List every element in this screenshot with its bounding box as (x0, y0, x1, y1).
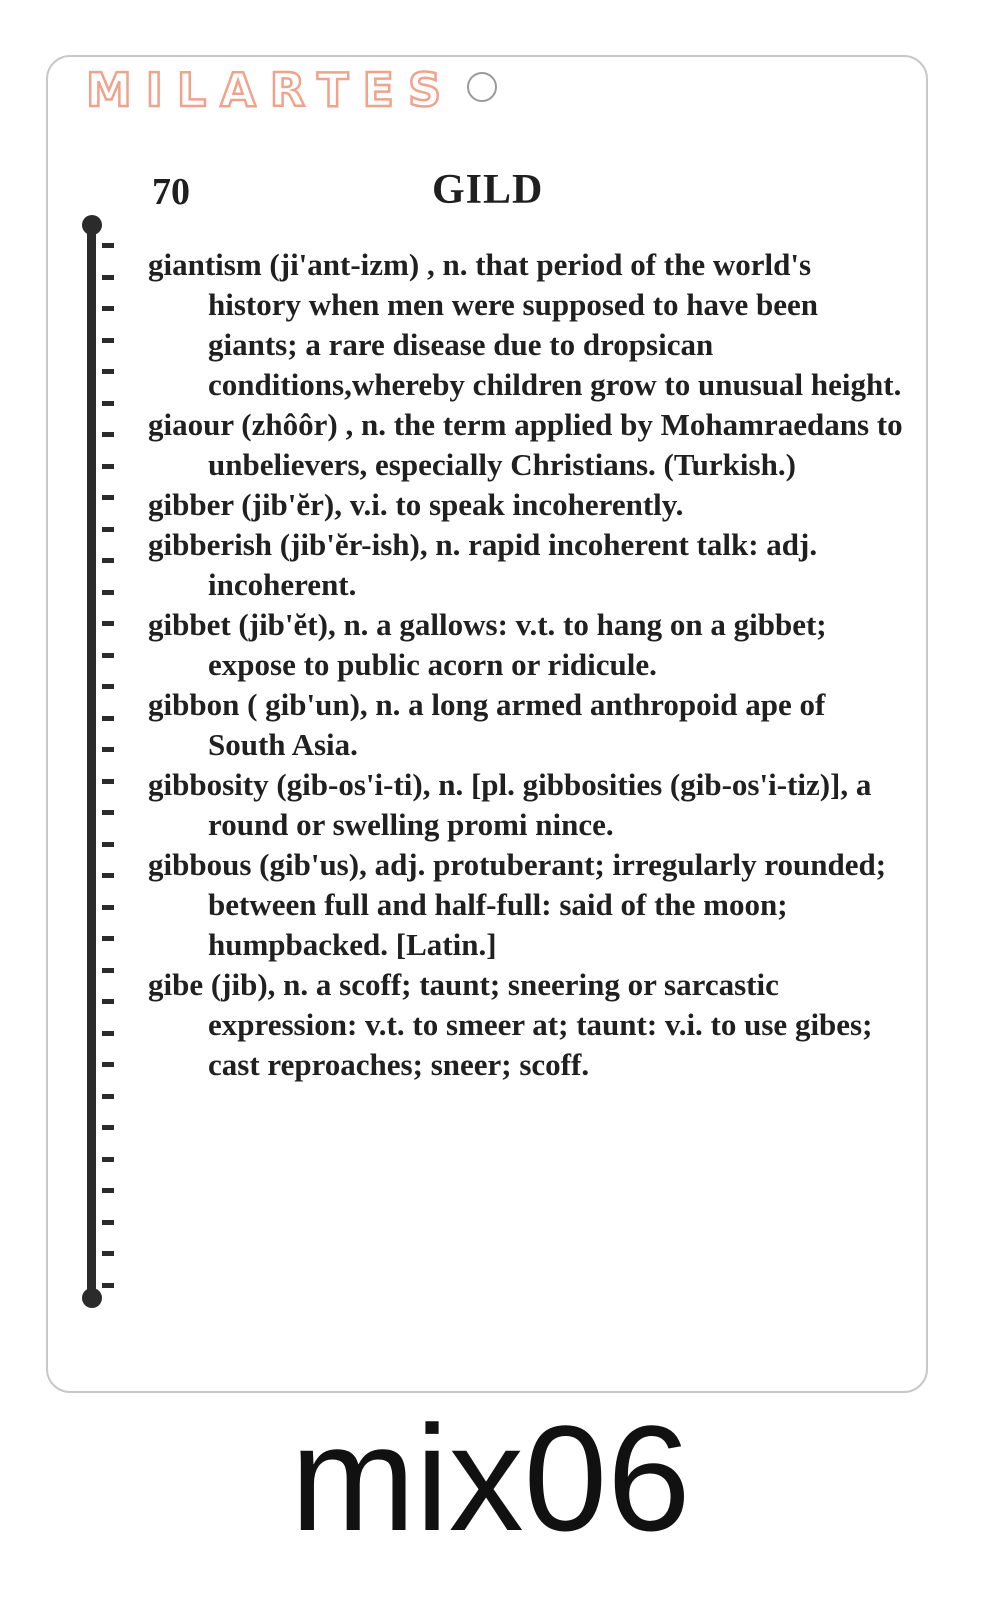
dictionary-entry: gibbet (jib'ĕt), n. a gallows: v.t. to hang on a gibbet; expose to public acorn or ridicule. (148, 607, 827, 682)
dictionary-entry: gibberish (jib'ĕr-ish), n. rapid incoherent talk: adj. incoherent. (148, 527, 818, 602)
hang-hole (467, 72, 497, 102)
ruler-tick (102, 621, 114, 626)
ruler-tick (102, 527, 114, 532)
ruler-tick (102, 1188, 114, 1193)
ruler-tick (102, 684, 114, 689)
brand-logo: MILARTES (86, 63, 456, 117)
ruler-tick (102, 716, 114, 721)
ruler-tick (102, 306, 114, 311)
ruler-tick (102, 432, 114, 437)
ruler-tick (102, 495, 114, 500)
ruler-tick (102, 1283, 114, 1288)
ruler-tick (102, 779, 114, 784)
ruler-tick (102, 905, 114, 910)
page-number: 70 (152, 171, 190, 213)
ruler-tick (102, 653, 114, 658)
ruler-tick (102, 464, 114, 469)
ruler-tick (102, 1031, 114, 1036)
ruler (80, 215, 110, 1310)
ruler-tick (102, 1062, 114, 1067)
ruler-cap-top (82, 215, 102, 235)
product-code: mix06 (290, 1394, 691, 1562)
ruler-tick (102, 842, 114, 847)
dictionary-entry: giantism (ji'ant-izm) , n. that period of the world's history when men were supposed to have been giants; a rare disease due to dropsican conditions,whereby children grow to unusual height. (148, 247, 902, 402)
ruler-tick (102, 1251, 114, 1256)
ruler-tick (102, 558, 114, 563)
dictionary-entry: gibbosity (gib-os'i-ti), n. [pl. gibbosities (gib-os'i-tiz)], a round or swelling promi nince. (148, 767, 872, 842)
ruler-tick (102, 968, 114, 973)
ruler-tick (102, 1125, 114, 1130)
ruler-tick (102, 747, 114, 752)
ruler-tick (102, 1157, 114, 1162)
ruler-tick (102, 338, 114, 343)
ruler-tick (102, 810, 114, 815)
ruler-tick (102, 873, 114, 878)
ruler-tick (102, 275, 114, 280)
dictionary-entries (148, 245, 908, 1085)
ruler-tick (102, 999, 114, 1004)
dictionary-entry: gibber (jib'ĕr), v.i. to speak incoherently. (148, 487, 684, 522)
dictionary-entry: gibbon ( gib'un), n. a long armed anthropoid ape of South Asia. (148, 687, 826, 762)
ruler-bar (87, 221, 96, 1301)
dictionary-entry: gibe (jib), n. a scoff; taunt; sneering or sarcastic expression: v.t. to smeer at; taunt: v.i. to use gibes; cast reproaches; sneer; scoff. (148, 967, 873, 1082)
ruler-tick (102, 1220, 114, 1225)
dictionary-entry: gibbous (gib'us), adj. protuberant; irregularly rounded; between full and half-full: said of the moon; humpbacked. [Latin.] (148, 847, 887, 962)
ruler-tick (102, 590, 114, 595)
ruler-tick (102, 243, 114, 248)
dictionary-entry: giaour (zhôôr) , n. the term applied by Mohamraedans to unbelievers, especially Christians. (Turkish.) (148, 407, 903, 482)
page-headword: GILD (432, 167, 544, 213)
ruler-tick (102, 1094, 114, 1099)
ruler-tick (102, 401, 114, 406)
ruler-cap-bottom (82, 1288, 102, 1308)
ruler-tick (102, 936, 114, 941)
ruler-tick (102, 369, 114, 374)
